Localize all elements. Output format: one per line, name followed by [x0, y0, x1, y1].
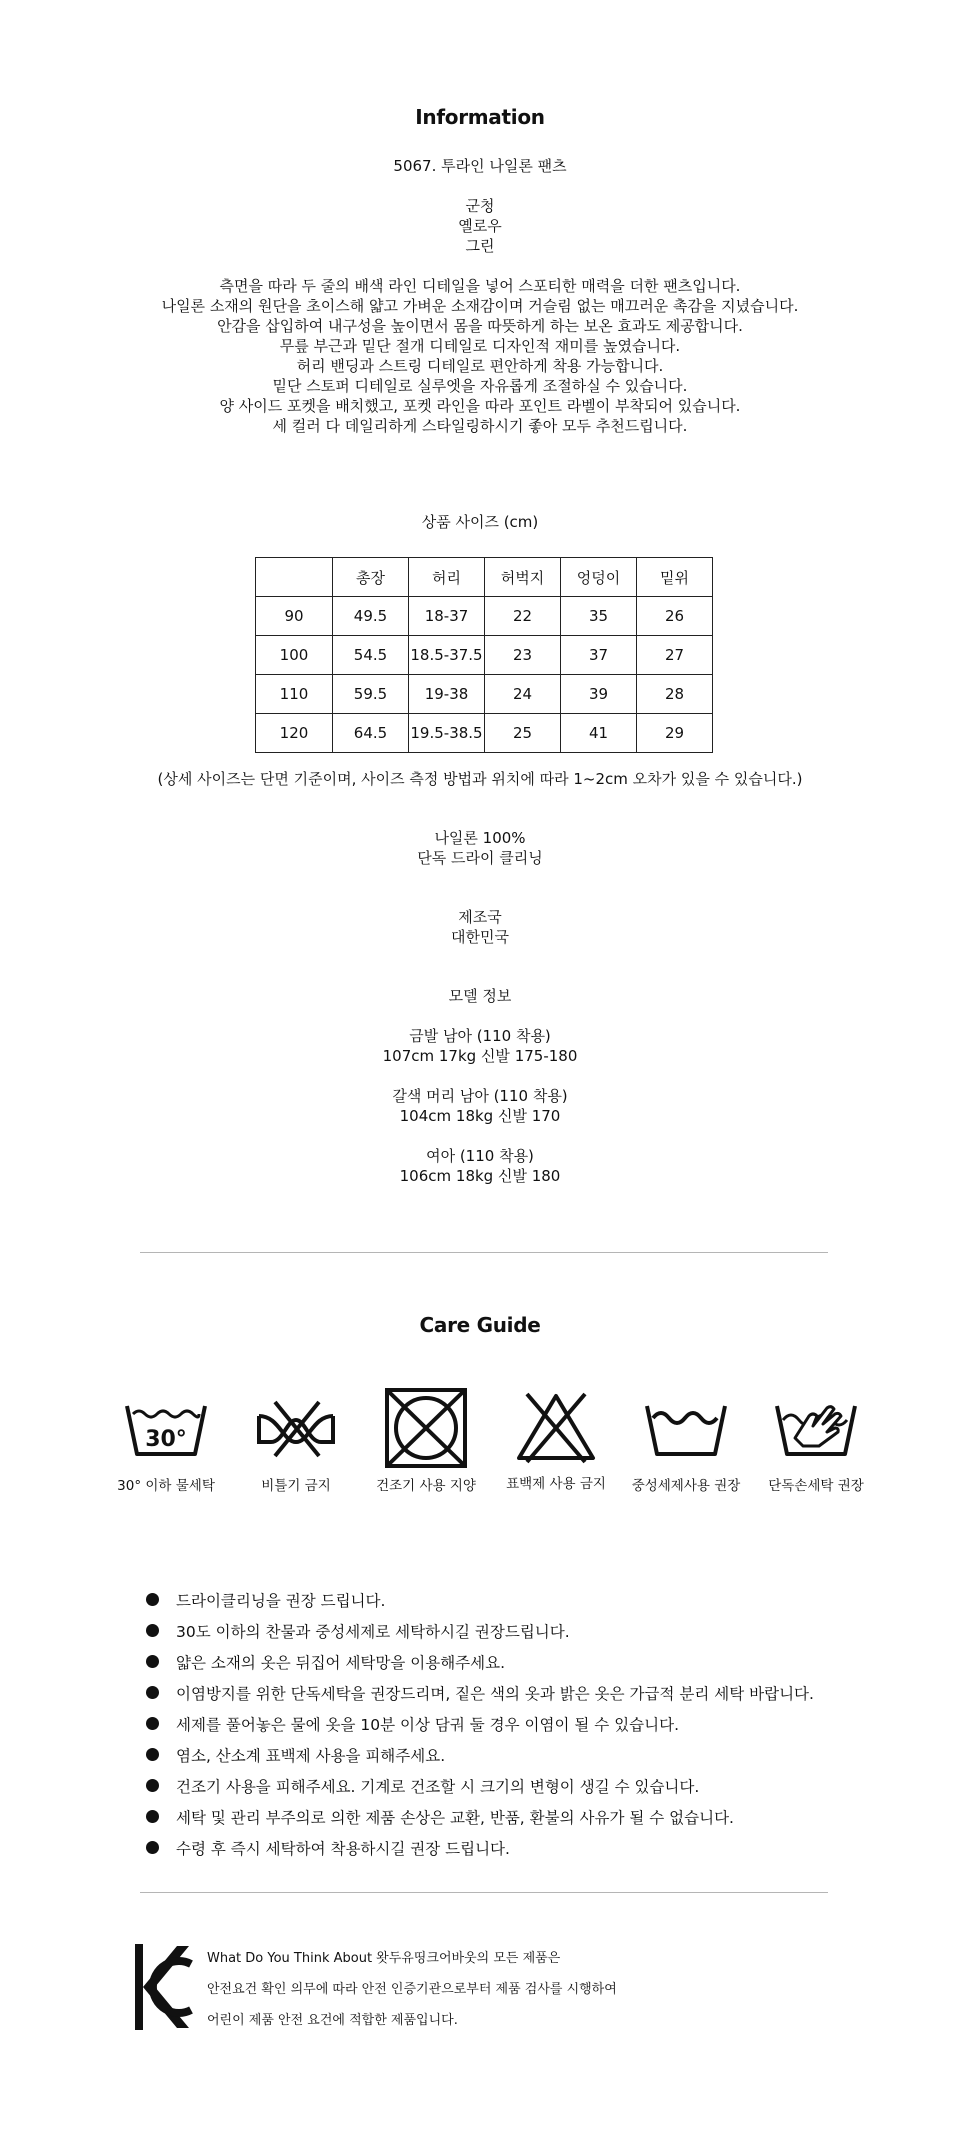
- table-row: [256, 597, 713, 636]
- table-header-cell: 엉덩이: [561, 558, 637, 597]
- table-row: [256, 636, 713, 675]
- table-cell: 29: [637, 714, 713, 753]
- table-cell: 64.5: [333, 714, 409, 753]
- care-instructions-list: [146, 1584, 906, 1863]
- table-cell: 18-37: [409, 597, 485, 636]
- kc-certification-icon: [133, 1942, 193, 2032]
- hand-wash-icon: [773, 1398, 859, 1458]
- list-item-text: 수령 후 즉시 세탁하여 착용하시길 권장 드립니다.: [176, 1839, 510, 1858]
- size-title: 상품 사이즈 (cm): [421, 513, 539, 531]
- list-item-text: 염소, 산소계 표백제 사용을 피해주세요.: [176, 1746, 446, 1765]
- description-line: 나일론 소재의 원단을 초이스해 얇고 가벼운 소재감이며 거슬림 없는 매끄러운 촉감을 지녔습니다.: [161, 297, 799, 315]
- model-name: 여아 (110 착용): [426, 1147, 534, 1165]
- material-info: [0, 828, 960, 868]
- care-item: [366, 1398, 486, 1494]
- list-item: [146, 1832, 906, 1863]
- list-item-text: 세탁 및 관리 부주의로 의한 제품 손상은 교환, 반품, 환불의 사유가 될 수 없습니다.: [176, 1808, 734, 1827]
- model-item: [0, 1146, 960, 1186]
- care-item: [106, 1398, 226, 1494]
- list-item: [146, 1677, 906, 1708]
- table-cell: 23: [485, 636, 561, 675]
- section-divider: [140, 1252, 828, 1253]
- origin-value: 대한민국: [451, 928, 509, 946]
- color-item: 옐로우: [458, 217, 502, 235]
- bullet-icon: [146, 1686, 159, 1699]
- wash-30-icon: [123, 1398, 209, 1458]
- description-line: 세 컬러 다 데일리하게 스타일링하시기 좋아 모두 추천드립니다.: [272, 417, 688, 435]
- list-item: [146, 1584, 906, 1615]
- care-item: [626, 1398, 746, 1494]
- description-line: 밑단 스토퍼 디테일로 실루엣을 자유롭게 조절하실 수 있습니다.: [272, 377, 688, 395]
- description-line: 안감을 삽입하여 내구성을 높이면서 몸을 따뜻하게 하는 보온 효과도 제공합니다.: [217, 317, 743, 335]
- model-item: [0, 1026, 960, 1066]
- fabric-text: 나일론 100%: [434, 829, 526, 847]
- care-label: 중성세제사용 권장: [631, 1478, 741, 1494]
- table-cell: 19-38: [409, 675, 485, 714]
- care-item: [756, 1398, 876, 1494]
- description-line: 측면을 따라 두 줄의 배색 라인 디테일을 넣어 스포티한 매력을 더한 팬츠입니다.: [219, 277, 741, 295]
- kc-certification-text: [207, 1943, 617, 2036]
- model-spec: 106cm 18kg 신발 180: [399, 1167, 561, 1185]
- model-name: 금발 남아 (110 착용): [409, 1027, 551, 1045]
- table-cell: 110: [256, 675, 333, 714]
- table-header-cell: 허리: [409, 558, 485, 597]
- model-title: 모델 정보: [448, 987, 512, 1005]
- care-label: 비틀기 금지: [261, 1478, 331, 1494]
- information-title: Information: [415, 105, 545, 129]
- origin-info: [0, 907, 960, 947]
- care-label: 단독손세탁 권장: [768, 1478, 864, 1494]
- neutral-detergent-icon: [643, 1398, 729, 1458]
- table-cell: 22: [485, 597, 561, 636]
- table-cell: 19.5-38.5: [409, 714, 485, 753]
- table-cell: 90: [256, 597, 333, 636]
- care-item: [236, 1398, 356, 1494]
- size-note: (상세 사이즈는 단면 기준이며, 사이즈 측정 방법과 위치에 따라 1~2cm 오차가 있을 수 있습니다.): [157, 770, 803, 788]
- list-item-text: 세제를 풀어놓은 물에 옷을 10분 이상 담궈 둘 경우 이염이 될 수 있습니다.: [176, 1715, 680, 1734]
- bullet-icon: [146, 1624, 159, 1637]
- care-label: 건조기 사용 지양: [376, 1478, 476, 1494]
- color-list: [0, 196, 960, 256]
- size-table: [255, 557, 713, 753]
- list-item-text: 건조기 사용을 피해주세요. 기계로 건조할 시 크기의 변형이 생길 수 있습니다.: [176, 1777, 700, 1796]
- list-item-text: 30도 이하의 찬물과 중성세제로 세탁하시길 권장드립니다.: [176, 1622, 570, 1641]
- list-item-text: 드라이클리닝을 권장 드립니다.: [176, 1591, 386, 1610]
- no-tumble-dry-icon: [383, 1386, 469, 1470]
- care-guide-title: Care Guide: [419, 1313, 541, 1337]
- table-cell: 49.5: [333, 597, 409, 636]
- description-line: 허리 밴딩과 스트링 디테일로 편안하게 착용 가능합니다.: [296, 357, 664, 375]
- description-line: 무릎 부근과 밑단 절개 디테일로 디자인적 재미를 높였습니다.: [279, 337, 681, 355]
- bullet-icon: [146, 1655, 159, 1668]
- table-cell: 27: [637, 636, 713, 675]
- table-cell: 41: [561, 714, 637, 753]
- table-row: [256, 675, 713, 714]
- table-row: [256, 714, 713, 753]
- no-bleach-icon: [513, 1390, 599, 1464]
- table-cell: 24: [485, 675, 561, 714]
- product-description: [0, 276, 960, 436]
- model-spec: 104cm 18kg 신발 170: [399, 1107, 561, 1125]
- bullet-icon: [146, 1779, 159, 1792]
- no-wring-icon: [253, 1398, 339, 1458]
- table-header-cell: 밑위: [637, 558, 713, 597]
- kc-text-line: What Do You Think About 왓두유띵크어바웃의 모든 제품은: [207, 1951, 561, 1966]
- list-item: [146, 1801, 906, 1832]
- table-cell: 25: [485, 714, 561, 753]
- list-item: [146, 1615, 906, 1646]
- kc-text-line: 어린이 제품 안전 요건에 적합한 제품입니다.: [207, 2013, 458, 2028]
- list-item: [146, 1708, 906, 1739]
- color-item: 군청: [465, 197, 495, 215]
- table-cell: 35: [561, 597, 637, 636]
- list-item: [146, 1739, 906, 1770]
- bullet-icon: [146, 1841, 159, 1854]
- table-cell: 120: [256, 714, 333, 753]
- description-line: 양 사이드 포켓을 배치했고, 포켓 라인을 따라 포인트 라벨이 부착되어 있습니다.: [219, 397, 741, 415]
- origin-label: 제조국: [458, 908, 502, 926]
- list-item-text: 이염방지를 위한 단독세탁을 권장드리며, 짙은 색의 옷과 밝은 옷은 가급적 분리 세탁 바랍니다.: [176, 1684, 814, 1703]
- table-cell: 39: [561, 675, 637, 714]
- list-item: [146, 1770, 906, 1801]
- table-cell: 37: [561, 636, 637, 675]
- bullet-icon: [146, 1810, 159, 1823]
- care-label: 표백제 사용 금지: [506, 1476, 606, 1492]
- wash-temperature-text: 30°: [145, 1427, 187, 1452]
- table-header-row: [256, 558, 713, 597]
- washing-text: 단독 드라이 클리닝: [417, 849, 543, 867]
- table-cell: 28: [637, 675, 713, 714]
- product-name: 5067. 투라인 나일론 팬츠: [393, 157, 567, 175]
- model-name: 갈색 머리 남아 (110 착용): [392, 1087, 568, 1105]
- kc-text-line: 안전요건 확인 의무에 따라 안전 인증기관으로부터 제품 검사를 시행하여: [207, 1982, 617, 1997]
- list-item: [146, 1646, 906, 1677]
- bullet-icon: [146, 1717, 159, 1730]
- bullet-icon: [146, 1593, 159, 1606]
- table-cell: 26: [637, 597, 713, 636]
- table-header-cell: 총장: [333, 558, 409, 597]
- table-cell: 100: [256, 636, 333, 675]
- table-cell: 54.5: [333, 636, 409, 675]
- table-header-cell: [256, 558, 333, 597]
- care-label: 30° 이하 물세탁: [117, 1478, 215, 1494]
- model-item: [0, 1086, 960, 1126]
- bullet-icon: [146, 1748, 159, 1761]
- care-item: [496, 1398, 616, 1492]
- table-cell: 18.5-37.5: [409, 636, 485, 675]
- table-header-cell: 허벅지: [485, 558, 561, 597]
- list-item-text: 얇은 소재의 옷은 뒤집어 세탁망을 이용해주세요.: [176, 1653, 506, 1672]
- section-divider: [140, 1892, 828, 1893]
- color-item: 그린: [465, 237, 495, 255]
- table-cell: 59.5: [333, 675, 409, 714]
- model-spec: 107cm 17kg 신발 175-180: [382, 1047, 578, 1065]
